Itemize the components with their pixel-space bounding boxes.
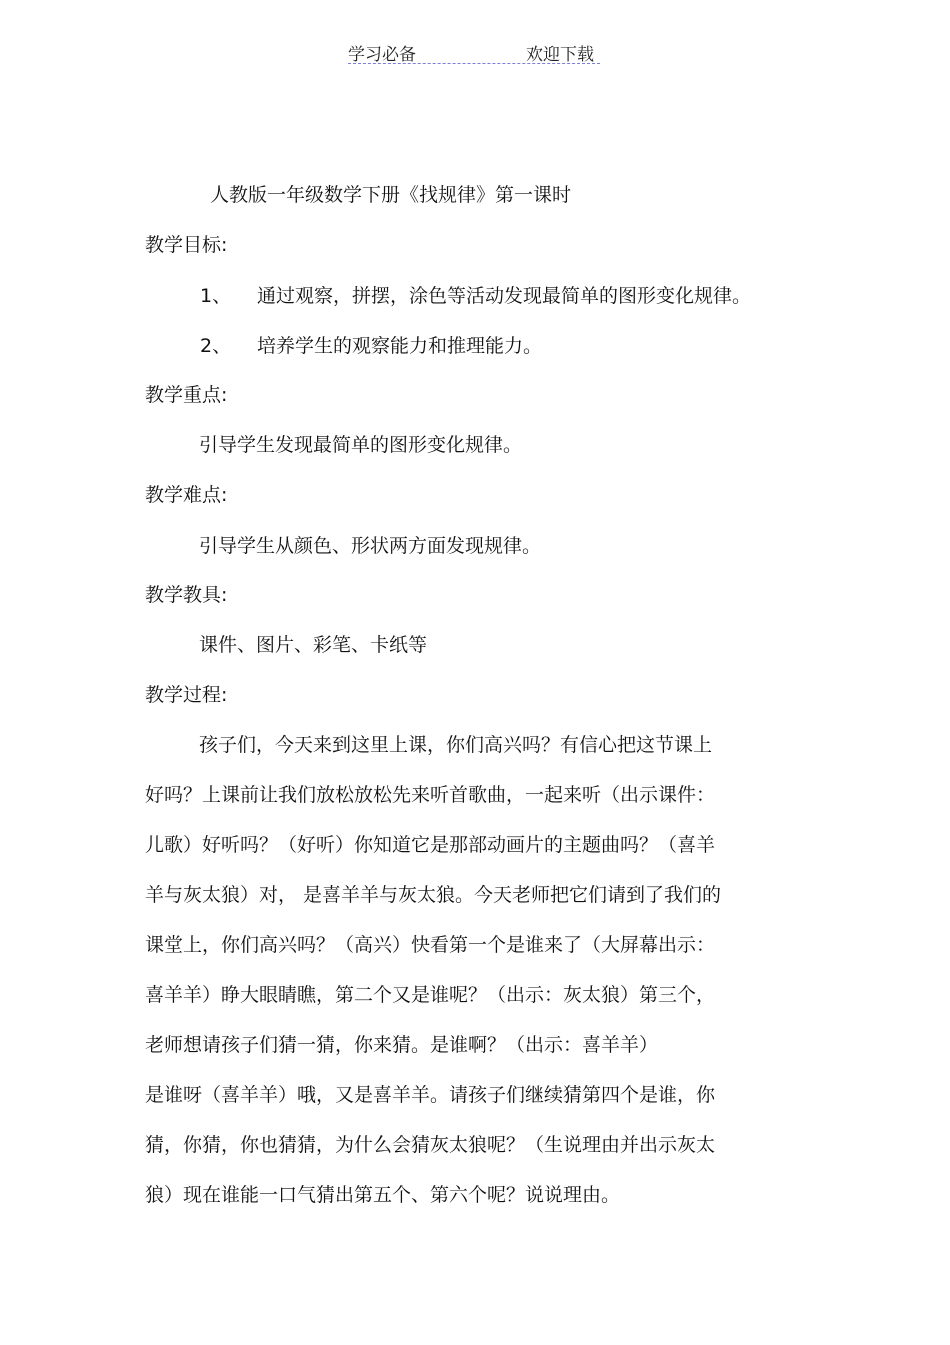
tools-heading: 教学教具: (145, 584, 228, 606)
process-paragraph-line: 喜羊羊）睁大眼睛瞧，第二个又是谁呢？（出示：灰太狼）第三个， (145, 984, 716, 1006)
process-paragraph-line: 儿歌）好听吗？（好听）你知道它是那部动画片的主题曲吗？（喜羊 (145, 834, 716, 856)
process-paragraph-line: 孩子们，今天来到这里上课，你们高兴吗？有信心把这节课上 (199, 734, 713, 756)
goal-number: 1、 (200, 285, 232, 307)
goal-text: 培养学生的观察能力和推理能力。 (257, 335, 543, 357)
keypoint-heading: 教学重点: (145, 384, 228, 406)
process-paragraph-line: 老师想请孩子们猜一猜，你来猜。是谁啊？（出示：喜羊羊） (145, 1034, 659, 1056)
process-paragraph-line: 羊与灰太狼）对， 是喜羊羊与灰太狼。今天老师把它们请到了我们的 (145, 884, 722, 906)
keypoint-text: 引导学生发现最简单的图形变化规律。 (199, 434, 523, 456)
process-paragraph-line: 好吗？上课前让我们放松放松先来听首歌曲，一起来听（出示课件： (145, 784, 716, 806)
goal-number: 2、 (200, 335, 232, 357)
process-paragraph-line: 课堂上，你们高兴吗？（高兴）快看第一个是谁来了（大屏幕出示： (145, 934, 716, 956)
difficulty-text: 引导学生从颜色、形状两方面发现规律。 (199, 535, 542, 557)
process-paragraph-line: 狼）现在谁能一口气猜出第五个、第六个呢？说说理由。 (145, 1184, 621, 1206)
difficulty-heading: 教学难点: (145, 484, 228, 506)
header-right-text: 欢迎下载 (526, 45, 594, 65)
tools-text: 课件、图片、彩笔、卡纸等 (199, 634, 428, 656)
header-left-text: 学习必备 (348, 45, 416, 65)
goal-text: 通过观察，拼摆，涂色等活动发现最简单的图形变化规律。 (257, 285, 752, 307)
process-paragraph-line: 猜，你猜，你也猜猜，为什么会猜灰太狼呢？（生说理由并出示灰太 (145, 1134, 716, 1156)
header-dashed-rule (348, 63, 600, 64)
process-paragraph-line: 是谁呀（喜羊羊）哦，又是喜羊羊。请孩子们继续猜第四个是谁，你 (145, 1084, 716, 1106)
goals-heading: 教学目标: (145, 234, 228, 256)
document-title: 人教版一年级数学下册《找规律》第一课时 (210, 184, 572, 206)
process-heading: 教学过程: (145, 684, 228, 706)
